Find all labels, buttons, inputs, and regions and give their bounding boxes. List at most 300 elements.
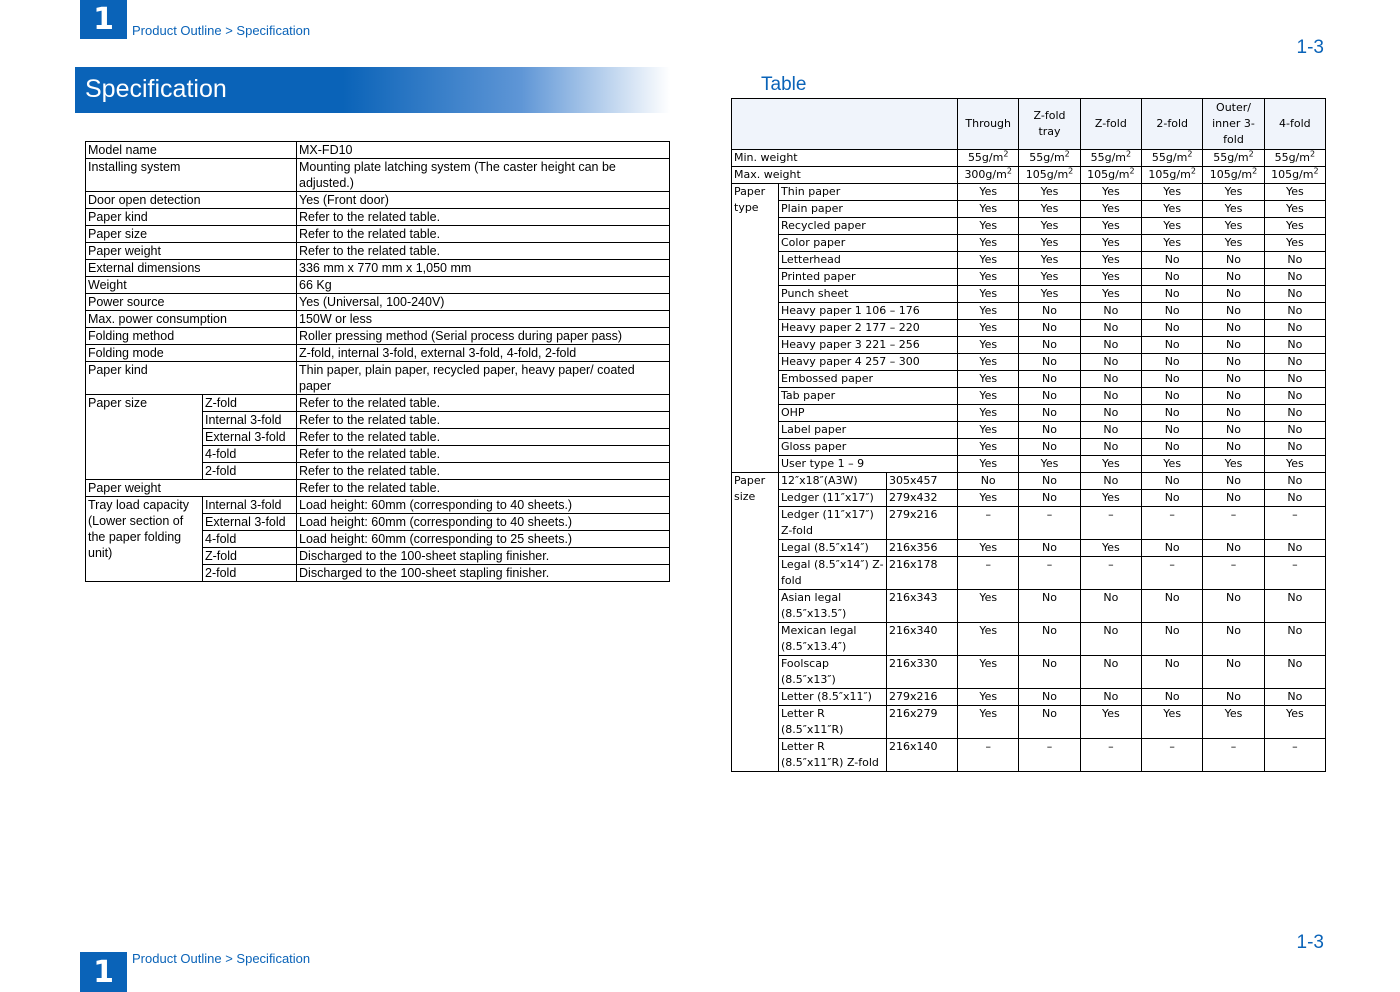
- paper-type-row: [732, 422, 1326, 439]
- support-value: No: [1019, 706, 1080, 739]
- support-value: –: [1080, 557, 1141, 590]
- support-value: No: [1019, 623, 1080, 656]
- paper-type-row: [732, 388, 1326, 405]
- spec-label: Paper kind: [86, 362, 297, 395]
- support-value: Yes: [1142, 201, 1203, 218]
- support-value: No: [1019, 337, 1080, 354]
- support-value: Yes: [958, 405, 1019, 422]
- weight-value: [1080, 150, 1141, 167]
- support-value: Yes: [1142, 218, 1203, 235]
- paper-size-dimensions: 305x457: [887, 473, 958, 490]
- spec-row: [86, 277, 670, 294]
- support-value: –: [1142, 507, 1203, 540]
- support-value: No: [1142, 439, 1203, 456]
- support-value: No: [1142, 286, 1203, 303]
- support-value: No: [1203, 388, 1264, 405]
- spec-label: Paper weight: [86, 480, 297, 497]
- paper-column-header: 4-fold: [1264, 99, 1325, 150]
- paper-size-dimensions: 279x432: [887, 490, 958, 507]
- support-value: No: [1264, 439, 1325, 456]
- paper-column-header: 2-fold: [1142, 99, 1203, 150]
- paper-type-row: [732, 218, 1326, 235]
- support-value: Yes: [958, 303, 1019, 320]
- support-value: Yes: [1019, 456, 1080, 473]
- support-value: No: [1203, 354, 1264, 371]
- paper-size-row: [732, 656, 1326, 689]
- support-value: No: [1264, 689, 1325, 706]
- support-value: –: [958, 557, 1019, 590]
- support-value: Yes: [958, 269, 1019, 286]
- support-value: No: [1264, 473, 1325, 490]
- support-value: No: [1142, 473, 1203, 490]
- support-value: Yes: [1019, 218, 1080, 235]
- spec-sublabel: 2-fold: [203, 565, 297, 582]
- support-value: No: [1080, 303, 1141, 320]
- support-value: No: [1080, 337, 1141, 354]
- footer-breadcrumb[interactable]: Product Outline > Specification: [132, 951, 311, 966]
- spec-label: Paper size: [86, 226, 297, 243]
- paper-type-name: User type 1 – 9: [779, 456, 958, 473]
- paper-size-dimensions: 216x340: [887, 623, 958, 656]
- support-value: Yes: [1080, 540, 1141, 557]
- spec-label: Paper size: [86, 395, 203, 480]
- spec-label: Weight: [86, 277, 297, 294]
- support-value: No: [1142, 490, 1203, 507]
- support-value: No: [1142, 320, 1203, 337]
- support-value: No: [1264, 656, 1325, 689]
- support-value: No: [1019, 590, 1080, 623]
- spec-value: Discharged to the 100-sheet stapling finisher.: [297, 565, 670, 582]
- weight-value: [1203, 150, 1264, 167]
- paper-type-row: [732, 354, 1326, 371]
- support-value: No: [1264, 337, 1325, 354]
- spec-value: Load height: 60mm (corresponding to 40 sheets.): [297, 497, 670, 514]
- weight-value-display: $55g/m^2$: [1151, 149, 1193, 164]
- support-value: No: [1142, 354, 1203, 371]
- support-value: No: [1080, 623, 1141, 656]
- paper-type-row: [732, 201, 1326, 218]
- weight-value-display: $55g/m^2$: [1274, 149, 1316, 164]
- spec-label: Folding method: [86, 328, 297, 345]
- support-value: No: [1264, 388, 1325, 405]
- support-value: –: [1019, 739, 1080, 772]
- spec-row: [86, 294, 670, 311]
- paper-size-row: [732, 689, 1326, 706]
- chapter-number-box: [80, 0, 127, 39]
- support-value: No: [1019, 388, 1080, 405]
- spec-sublabel: External 3-fold: [203, 514, 297, 531]
- support-value: No: [1080, 388, 1141, 405]
- support-value: Yes: [1203, 218, 1264, 235]
- weight-value: [1142, 150, 1203, 167]
- support-value: Yes: [1264, 184, 1325, 201]
- support-value: Yes: [958, 490, 1019, 507]
- support-value: No: [1203, 303, 1264, 320]
- support-value: Yes: [958, 623, 1019, 656]
- paper-size-name: Ledger (11″x17″): [779, 490, 887, 507]
- paper-type-row: [732, 371, 1326, 388]
- support-value: No: [1264, 252, 1325, 269]
- support-value: No: [1019, 439, 1080, 456]
- paper-type-row: [732, 337, 1326, 354]
- support-value: Yes: [1142, 456, 1203, 473]
- paper-size-name: Letter (8.5″x11″): [779, 689, 887, 706]
- paper-size-row: [732, 557, 1326, 590]
- support-value: –: [1019, 557, 1080, 590]
- footer-page-number: 1-3: [1296, 932, 1324, 953]
- spec-value: Roller pressing method (Serial process during paper pass): [297, 328, 670, 345]
- support-value: No: [1264, 405, 1325, 422]
- footer-chapter-number: 1: [93, 955, 114, 990]
- spec-label: External dimensions: [86, 260, 297, 277]
- support-value: Yes: [1019, 286, 1080, 303]
- paper-size-row: [732, 540, 1326, 557]
- support-value: No: [1203, 320, 1264, 337]
- support-value: –: [1142, 557, 1203, 590]
- paper-column-header: Outer/ inner 3-fold: [1203, 99, 1264, 150]
- page-number: 1-3: [1296, 37, 1324, 58]
- spec-value: Refer to the related table.: [297, 412, 670, 429]
- weight-value: [1142, 167, 1203, 184]
- paper-size-dimensions: 216x140: [887, 739, 958, 772]
- support-value: –: [1203, 557, 1264, 590]
- breadcrumb[interactable]: Product Outline > Specification: [132, 23, 311, 38]
- spec-value: Yes (Universal, 100-240V): [297, 294, 670, 311]
- paper-size-name: Letter R (8.5″x11″R): [779, 706, 887, 739]
- support-value: No: [1019, 422, 1080, 439]
- spec-row: [86, 243, 670, 260]
- support-value: Yes: [958, 184, 1019, 201]
- support-value: Yes: [958, 706, 1019, 739]
- support-value: Yes: [1264, 201, 1325, 218]
- support-value: Yes: [958, 337, 1019, 354]
- spec-row: [86, 226, 670, 243]
- support-value: No: [1264, 422, 1325, 439]
- spec-sublabel: External 3-fold: [203, 429, 297, 446]
- support-value: Yes: [958, 422, 1019, 439]
- spec-value: Load height: 60mm (corresponding to 40 sheets.): [297, 514, 670, 531]
- paper-type-name: Embossed paper: [779, 371, 958, 388]
- support-value: No: [1019, 371, 1080, 388]
- weight-value: [1203, 167, 1264, 184]
- support-value: No: [1019, 689, 1080, 706]
- support-value: No: [1264, 371, 1325, 388]
- support-value: No: [1203, 490, 1264, 507]
- support-value: Yes: [1080, 218, 1141, 235]
- spec-row: [86, 497, 670, 514]
- weight-value-display: $105g/m^2$: [1148, 166, 1196, 181]
- paper-type-name: Heavy paper 3 221 – 256: [779, 337, 958, 354]
- support-value: No: [1203, 656, 1264, 689]
- spec-row: [86, 260, 670, 277]
- weight-value: [1264, 150, 1325, 167]
- support-value: No: [1203, 371, 1264, 388]
- paper-size-row: [732, 623, 1326, 656]
- support-value: No: [958, 473, 1019, 490]
- paper-size-row: [732, 507, 1326, 540]
- support-value: Yes: [958, 456, 1019, 473]
- support-value: Yes: [1080, 286, 1141, 303]
- support-value: No: [1203, 405, 1264, 422]
- paper-header-blank: [732, 99, 958, 150]
- spec-value: Refer to the related table.: [297, 243, 670, 260]
- paper-type-name: Heavy paper 4 257 – 300: [779, 354, 958, 371]
- support-value: No: [1080, 439, 1141, 456]
- support-value: No: [1264, 269, 1325, 286]
- support-value: Yes: [1080, 706, 1141, 739]
- weight-value-display: $105g/m^2$: [1087, 166, 1135, 181]
- support-value: Yes: [958, 286, 1019, 303]
- support-value: No: [1264, 590, 1325, 623]
- support-value: No: [1203, 473, 1264, 490]
- paper-type-row: [732, 184, 1326, 201]
- spec-sublabel: Z-fold: [203, 395, 297, 412]
- spec-sublabel: 2-fold: [203, 463, 297, 480]
- support-value: Yes: [958, 388, 1019, 405]
- support-value: No: [1142, 252, 1203, 269]
- weight-value: [958, 150, 1019, 167]
- spec-sublabel: 4-fold: [203, 531, 297, 548]
- spec-label: Paper weight: [86, 243, 297, 260]
- support-value: Yes: [1203, 235, 1264, 252]
- weight-label: Max. weight: [732, 167, 958, 184]
- paper-type-name: OHP: [779, 405, 958, 422]
- support-value: –: [1080, 739, 1141, 772]
- support-value: No: [1142, 422, 1203, 439]
- support-value: Yes: [958, 235, 1019, 252]
- support-value: Yes: [1203, 201, 1264, 218]
- support-value: –: [958, 739, 1019, 772]
- paper-header-row: [732, 99, 1326, 150]
- support-value: No: [1019, 303, 1080, 320]
- support-value: Yes: [958, 439, 1019, 456]
- support-value: Yes: [1080, 456, 1141, 473]
- support-value: No: [1264, 303, 1325, 320]
- paper-type-row: [732, 456, 1326, 473]
- paper-size-group-label: Paper size: [732, 473, 779, 772]
- spec-sublabel: Z-fold: [203, 548, 297, 565]
- paper-size-row: [732, 590, 1326, 623]
- support-value: Yes: [958, 540, 1019, 557]
- paper-type-name: Printed paper: [779, 269, 958, 286]
- paper-type-name: Plain paper: [779, 201, 958, 218]
- support-value: No: [1080, 371, 1141, 388]
- paper-type-row: [732, 303, 1326, 320]
- spec-value: MX-FD10: [297, 142, 670, 159]
- support-value: Yes: [958, 320, 1019, 337]
- paper-type-row: [732, 439, 1326, 456]
- support-value: No: [1203, 623, 1264, 656]
- spec-value: Refer to the related table.: [297, 480, 670, 497]
- support-value: No: [1203, 439, 1264, 456]
- support-value: No: [1019, 490, 1080, 507]
- support-value: Yes: [1080, 252, 1141, 269]
- paper-type-row: [732, 320, 1326, 337]
- paper-size-dimensions: 216x356: [887, 540, 958, 557]
- support-value: Yes: [1019, 235, 1080, 252]
- support-value: Yes: [1080, 184, 1141, 201]
- chapter-number: 1: [93, 2, 114, 37]
- support-value: Yes: [958, 252, 1019, 269]
- support-value: Yes: [1080, 269, 1141, 286]
- paper-size-dimensions: 279x216: [887, 689, 958, 706]
- spec-value: 150W or less: [297, 311, 670, 328]
- spec-row: [86, 142, 670, 159]
- weight-value-display: $105g/m^2$: [1209, 166, 1258, 181]
- support-value: Yes: [1203, 456, 1264, 473]
- paper-size-name: Foolscap (8.5″x13″): [779, 656, 887, 689]
- footer-chapter-number-box: [80, 952, 127, 992]
- spec-value: Refer to the related table.: [297, 463, 670, 480]
- support-value: No: [1203, 286, 1264, 303]
- support-value: Yes: [1019, 269, 1080, 286]
- support-value: No: [1203, 269, 1264, 286]
- support-value: Yes: [1142, 184, 1203, 201]
- weight-value-display: $105g/m^2$: [1271, 166, 1319, 181]
- weight-value-display: $55g/m^2$: [967, 149, 1009, 164]
- paper-size-row: [732, 739, 1326, 772]
- support-value: Yes: [1019, 184, 1080, 201]
- support-value: No: [1203, 252, 1264, 269]
- spec-row: [86, 345, 670, 362]
- support-value: –: [1080, 507, 1141, 540]
- spec-value: Thin paper, plain paper, recycled paper, heavy paper/ coated paper: [297, 362, 670, 395]
- weight-value: [1264, 167, 1325, 184]
- support-value: No: [1264, 490, 1325, 507]
- paper-size-name: Ledger (11″x17″) Z-fold: [779, 507, 887, 540]
- paper-weight-row: [732, 167, 1326, 184]
- support-value: No: [1080, 590, 1141, 623]
- spec-label: Max. power consumption: [86, 311, 297, 328]
- weight-value-display: $55g/m^2$: [1213, 149, 1254, 164]
- support-value: No: [1142, 540, 1203, 557]
- spec-row: [86, 395, 670, 412]
- paper-type-name: Color paper: [779, 235, 958, 252]
- support-value: No: [1264, 540, 1325, 557]
- support-value: No: [1264, 623, 1325, 656]
- support-value: No: [1203, 540, 1264, 557]
- weight-label: Min. weight: [732, 150, 958, 167]
- support-value: Yes: [1080, 201, 1141, 218]
- support-value: No: [1019, 354, 1080, 371]
- table-title: Table: [761, 74, 807, 95]
- support-value: No: [1142, 371, 1203, 388]
- support-value: Yes: [958, 354, 1019, 371]
- support-value: Yes: [1080, 490, 1141, 507]
- support-value: Yes: [1142, 235, 1203, 252]
- spec-value: Refer to the related table.: [297, 209, 670, 226]
- paper-size-dimensions: 216x279: [887, 706, 958, 739]
- weight-value-display: $55g/m^2$: [1090, 149, 1132, 164]
- spec-table: [85, 141, 670, 582]
- paper-size-name: Mexican legal (8.5″x13.4″): [779, 623, 887, 656]
- support-value: No: [1080, 354, 1141, 371]
- paper-size-dimensions: 216x343: [887, 590, 958, 623]
- paper-type-row: [732, 252, 1326, 269]
- support-value: Yes: [958, 218, 1019, 235]
- support-value: –: [1019, 507, 1080, 540]
- spec-row: [86, 192, 670, 209]
- support-value: No: [1019, 405, 1080, 422]
- support-value: No: [1264, 320, 1325, 337]
- paper-size-name: Letter R (8.5″x11″R) Z-fold: [779, 739, 887, 772]
- paper-type-name: Tab paper: [779, 388, 958, 405]
- support-value: No: [1203, 689, 1264, 706]
- support-value: Yes: [1264, 218, 1325, 235]
- support-value: No: [1080, 320, 1141, 337]
- support-value: No: [1142, 388, 1203, 405]
- spec-value: Refer to the related table.: [297, 395, 670, 412]
- spec-value: Mounting plate latching system (The caster height can be adjusted.): [297, 159, 670, 192]
- paper-type-name: Label paper: [779, 422, 958, 439]
- spec-row: [86, 480, 670, 497]
- spec-value: Z-fold, internal 3-fold, external 3-fold, 4-fold, 2-fold: [297, 345, 670, 362]
- support-value: No: [1142, 689, 1203, 706]
- support-value: Yes: [1203, 184, 1264, 201]
- paper-type-name: Thin paper: [779, 184, 958, 201]
- paper-type-group-label: Paper type: [732, 184, 779, 473]
- support-value: No: [1142, 269, 1203, 286]
- spec-value: Load height: 60mm (corresponding to 25 sheets.): [297, 531, 670, 548]
- support-value: Yes: [1264, 235, 1325, 252]
- support-value: No: [1142, 656, 1203, 689]
- spec-sublabel: 4-fold: [203, 446, 297, 463]
- weight-value-display: $105g/m^2$: [1025, 166, 1074, 181]
- spec-label: Door open detection: [86, 192, 297, 209]
- support-value: Yes: [1019, 201, 1080, 218]
- weight-value-display: $300g/m^2$: [964, 166, 1012, 181]
- paper-type-name: Gloss paper: [779, 439, 958, 456]
- spec-value: Refer to the related table.: [297, 226, 670, 243]
- support-value: –: [1264, 507, 1325, 540]
- spec-value: Discharged to the 100-sheet stapling finisher.: [297, 548, 670, 565]
- paper-type-row: [732, 405, 1326, 422]
- support-value: No: [1142, 623, 1203, 656]
- paper-type-row: [732, 286, 1326, 303]
- support-value: No: [1203, 337, 1264, 354]
- support-value: Yes: [958, 590, 1019, 623]
- spec-sublabel: Internal 3-fold: [203, 412, 297, 429]
- paper-size-name: Legal (8.5″x14″) Z-fold: [779, 557, 887, 590]
- support-value: No: [1019, 320, 1080, 337]
- paper-type-name: Heavy paper 1 106 – 176: [779, 303, 958, 320]
- spec-label: Model name: [86, 142, 297, 159]
- support-value: Yes: [1142, 706, 1203, 739]
- weight-value-display: $55g/m^2$: [1029, 149, 1070, 164]
- support-value: No: [1080, 405, 1141, 422]
- support-value: No: [1080, 473, 1141, 490]
- spec-row: [86, 362, 670, 395]
- support-value: No: [1142, 303, 1203, 320]
- weight-value: [1080, 167, 1141, 184]
- support-value: Yes: [1019, 252, 1080, 269]
- paper-size-row: [732, 473, 1326, 490]
- spec-label: Installing system: [86, 159, 297, 192]
- spec-label: Folding mode: [86, 345, 297, 362]
- weight-value: [958, 167, 1019, 184]
- support-value: No: [1142, 590, 1203, 623]
- paper-size-dimensions: 216x330: [887, 656, 958, 689]
- support-value: No: [1203, 590, 1264, 623]
- paper-support-table: [731, 98, 1326, 772]
- spec-value: 336 mm x 770 mm x 1,050 mm: [297, 260, 670, 277]
- support-value: No: [1080, 422, 1141, 439]
- spec-value: Refer to the related table.: [297, 429, 670, 446]
- spec-value: Yes (Front door): [297, 192, 670, 209]
- section-title: Specification: [75, 67, 670, 113]
- support-value: –: [1264, 739, 1325, 772]
- paper-size-dimensions: 279x216: [887, 507, 958, 540]
